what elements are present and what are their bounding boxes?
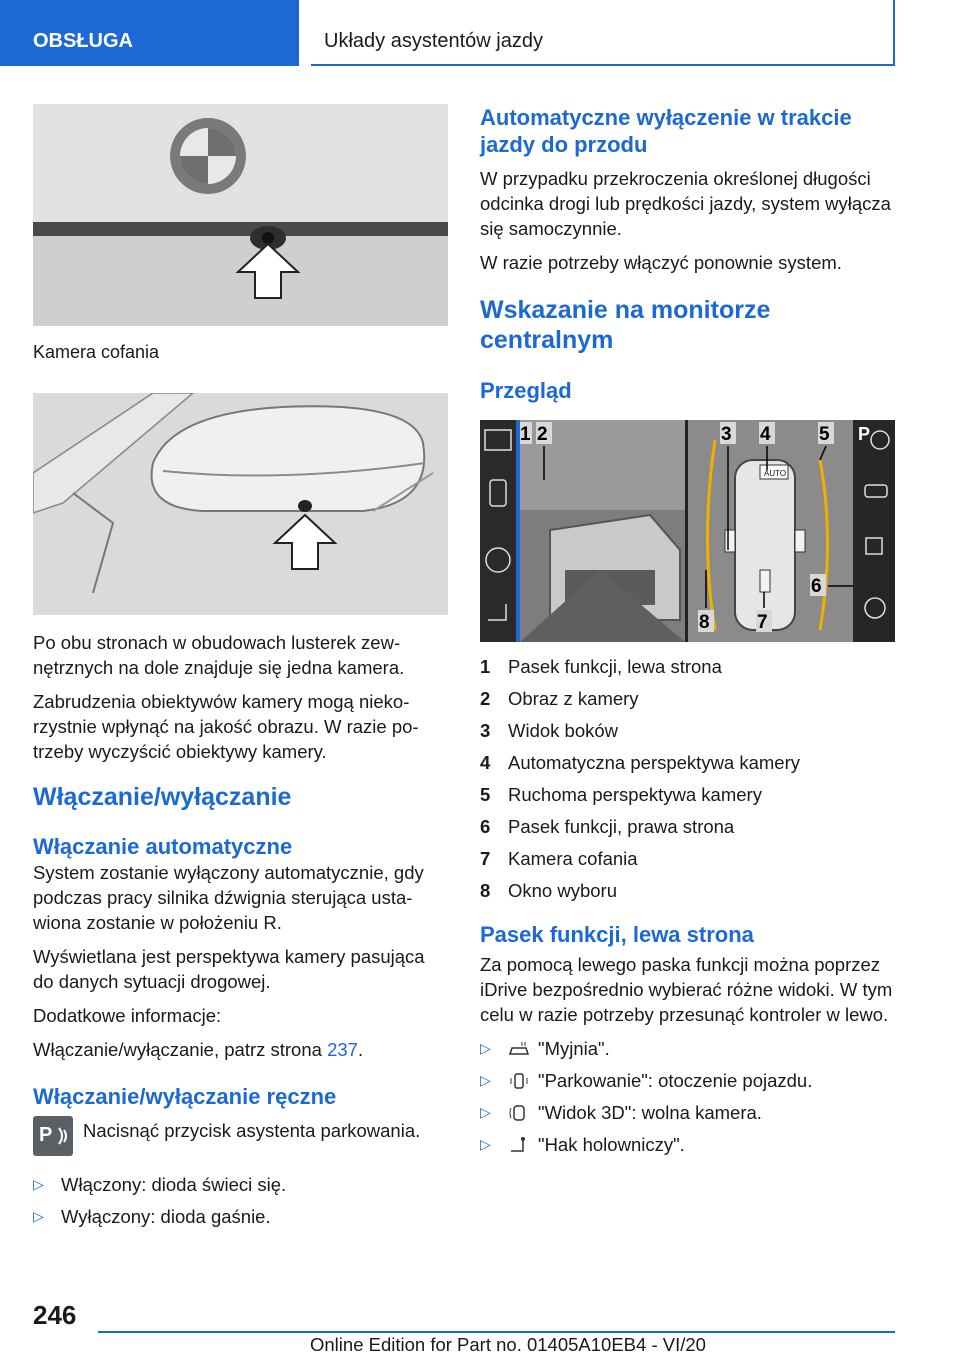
section-label: OBSŁUGA (33, 30, 133, 52)
callout-4: 4 (760, 424, 771, 445)
triangle-bullet-icon: ▷ (480, 1136, 491, 1152)
callout-8: 8 (699, 612, 710, 633)
monitor-display-illustration (480, 420, 895, 642)
list-item: ▷ Wyłączony: dioda gaśnie. (33, 1206, 271, 1227)
subsection-heading: Włączanie automatyczne (33, 834, 293, 859)
callout-5: 5 (819, 424, 830, 445)
monitor-display-figure (480, 420, 895, 642)
rear-camera-illustration (33, 104, 448, 326)
legend-item: 2 Obraz z kamery (480, 688, 639, 709)
list-item: ▷ "Parkowanie": otoczenie pojazdu. (480, 1070, 813, 1091)
signal-waves-icon (57, 1126, 69, 1146)
triangle-bullet-icon: ▷ (33, 1208, 44, 1224)
section-tab (0, 0, 299, 66)
chapter-title: Układy asystentów jazdy (324, 30, 543, 52)
subsection-heading: Włączanie/wyłączanie ręczne (33, 1084, 337, 1109)
auto-label: AUTO (764, 469, 787, 478)
mirror-camera-figure (33, 393, 448, 615)
list-item: ▷ "Myjnia". (480, 1038, 610, 1059)
cross-reference: Włączanie/wyłączanie, patrz strona 237. (33, 1039, 364, 1060)
paragraph: Zabrudzenia obiektywów kamery mogą niekorzystnie wpłynąć na jakość obrazu. W razie potrzeby wyczyścić obiektywy kamery. (33, 691, 419, 762)
view-3d-icon (508, 1104, 530, 1122)
paragraph: Wyświetlana jest perspektywa kamery pasująca do danych sytuacji drogowej. (33, 946, 425, 992)
legend-item: 6 Pasek funkcji, prawa strona (480, 816, 735, 837)
paragraph: W razie potrzeby włączyć ponownie system. (480, 252, 842, 273)
parking-assist-button-icon: P (33, 1116, 73, 1156)
page-link[interactable]: 237 (327, 1039, 358, 1060)
triangle-bullet-icon: ▷ (480, 1040, 491, 1056)
section-heading: Wskazanie na monitorze centralnym (480, 296, 771, 354)
led-status-list (33, 1172, 448, 1229)
list-item: ▷ "Widok 3D": wolna kamera. (480, 1102, 762, 1123)
page-number: 246 (33, 1300, 77, 1330)
section-heading: Włączanie/wyłączanie (33, 783, 292, 811)
legend-item: 4 Automatyczna perspektywa kamery (480, 752, 801, 773)
callout-6: 6 (811, 576, 822, 597)
callout-2: 2 (537, 424, 548, 445)
triangle-bullet-icon: ▷ (480, 1104, 491, 1120)
list-item: ▷ Włączony: dioda świeci się. (33, 1174, 287, 1195)
list-item: ▷ "Hak holowniczy". (480, 1134, 685, 1155)
triangle-bullet-icon: ▷ (33, 1176, 44, 1192)
paragraph: Dodatkowe informacje: (33, 1005, 222, 1026)
triangle-bullet-icon: ▷ (480, 1072, 491, 1088)
legend-item: 3 Widok boków (480, 720, 619, 741)
paragraph: System zostanie wyłączony automatycznie, gdy podczas pracy silnika dźwignia sterująca ustawiona zostanie w położeniu R. (33, 862, 424, 933)
figure-caption: Kamera cofania (33, 342, 160, 362)
paragraph: Za pomocą lewego paska funkcji można poprzez iDrive bezpośrednio wybierać różne widoki. W tym celu w razie potrzeby przesunąć kontroler w lewo. (480, 954, 893, 1025)
tow-hook-icon (508, 1136, 530, 1154)
left-column (33, 104, 448, 1236)
svg-text:P: P (858, 424, 871, 444)
edition-note: Online Edition for Part no. 01405A10EB4 - VI/20 (310, 1334, 706, 1355)
legend-item: 8 Okno wyboru (480, 880, 617, 901)
paragraph: Po obu stronach w obudowach lusterek zewnętrznych na dole znajduje się jedna kamera. (33, 632, 405, 678)
instruction-text: Nacisnąć przycisk asystenta parkowania. (83, 1120, 421, 1141)
callout-7: 7 (757, 612, 768, 633)
subsection-heading: Pasek funkcji, lewa strona (480, 922, 754, 947)
parking-icon (508, 1072, 530, 1090)
mirror-camera-illustration (33, 393, 448, 615)
subsection-heading: Automatyczne wyłączenie w trakcie jazdy do przodu (480, 105, 852, 157)
car-wash-icon (508, 1040, 530, 1058)
paragraph: W przypadku przekroczenia określonej długości odcinka drogi lub prędkości jazdy, system wyłącza się samoczynnie. (480, 168, 891, 239)
legend-item: 1 Pasek funkcji, lewa strona (480, 656, 722, 677)
chapter-header (311, 0, 895, 66)
callout-1: 1 (520, 424, 531, 445)
footer-divider (98, 1331, 895, 1333)
view-list (480, 1036, 896, 1157)
subsection-heading: Przegląd (480, 378, 572, 403)
right-column (480, 104, 896, 1164)
legend-list (480, 655, 896, 903)
rear-camera-figure (33, 104, 448, 326)
parking-assist-instruction (33, 1116, 448, 1156)
legend-item: 5 Ruchoma perspektywa kamery (480, 784, 762, 805)
legend-item: 7 Kamera cofania (480, 848, 638, 869)
callout-3: 3 (721, 424, 732, 445)
